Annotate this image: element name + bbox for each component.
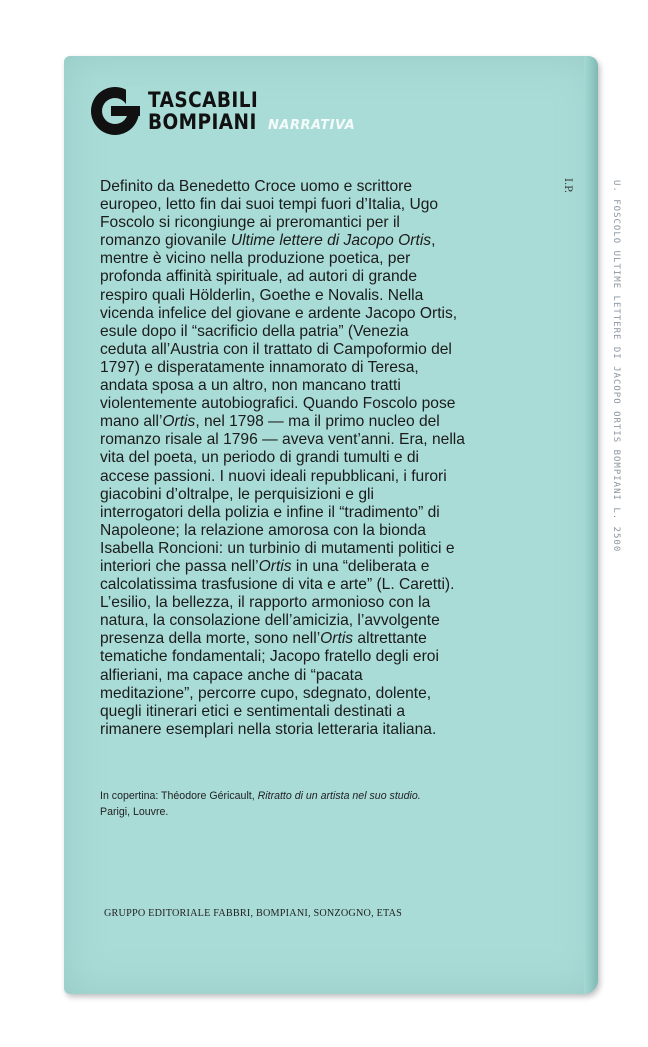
blurb-run: vita del poeta, un periodo di grandi tumulti e di bbox=[100, 449, 420, 467]
spine-code: I.P. bbox=[562, 178, 573, 194]
blurb-line bbox=[100, 486, 540, 504]
bompiani-logo-icon bbox=[90, 86, 140, 136]
blurb-line bbox=[100, 431, 540, 449]
blurb-run: quegli itinerari etici e sentimentali destinati a bbox=[100, 702, 406, 720]
blurb-run: profonda affinità spirituale, ad autori di grande bbox=[100, 268, 417, 286]
blurb-line bbox=[100, 667, 540, 685]
blurb-line bbox=[100, 178, 540, 196]
blurb-line bbox=[100, 305, 540, 323]
publisher-logo bbox=[90, 86, 273, 136]
blurb-line bbox=[100, 287, 540, 305]
blurb-run: esule dopo il “sacrificio della patria” (Venezia bbox=[100, 322, 409, 340]
blurb-run: interrogatori della polizia e infine il “tradimento” di bbox=[100, 503, 440, 521]
blurb-run: natura, la consolazione dell’amicizia, l’avvolgente bbox=[100, 612, 440, 630]
blurb-run: tematiche fondamentali; Jacopo fratello degli eroi bbox=[100, 648, 439, 666]
series-label: NARRATIVA bbox=[268, 118, 356, 133]
blurb-line bbox=[100, 522, 540, 540]
blurb-run: accese passioni. I nuovi ideali repubblicani, i furori bbox=[100, 467, 447, 485]
blurb-line bbox=[100, 395, 540, 413]
blurb-run: , bbox=[431, 232, 436, 250]
blurb-run: ceduta all’Austria con il trattato di Campoformio del bbox=[100, 340, 452, 358]
publisher-group: GRUPPO EDITORIALE FABBRI, BOMPIANI, SONZOGNO, ETAS bbox=[104, 908, 403, 919]
blurb-line bbox=[100, 323, 540, 341]
blurb-run: Definito da Benedetto Croce uomo e scrittore bbox=[100, 178, 413, 195]
blurb-run: romanzo giovanile bbox=[100, 232, 231, 250]
blurb-italic-run: Ultime lettere di Jacopo Ortis bbox=[230, 232, 432, 250]
blurb-line bbox=[100, 558, 540, 576]
spine-edge bbox=[584, 56, 598, 994]
blurb-run: vicenda infelice del giovane e ardente Jacopo Ortis, bbox=[100, 304, 458, 322]
blurb-run: altrettante bbox=[353, 630, 427, 648]
blurb-line bbox=[100, 268, 540, 286]
blurb-run: interiori che passa nell’ bbox=[100, 557, 259, 575]
blurb-line bbox=[100, 630, 540, 648]
blurb-run: giacobini d’oltralpe, le perquisizioni e gli bbox=[100, 485, 374, 503]
blurb-line bbox=[100, 341, 540, 359]
brand-line-2: BOMPIANI bbox=[148, 110, 257, 134]
blurb-line bbox=[100, 250, 540, 268]
blurb-line bbox=[100, 468, 540, 486]
blurb-line bbox=[100, 413, 540, 431]
blurb-line bbox=[100, 540, 540, 558]
caption-location: Parigi, Louvre. bbox=[100, 806, 169, 818]
blurb-italic-run: Ortis bbox=[320, 630, 354, 648]
blurb-line bbox=[100, 232, 540, 250]
spine-text: U. FOSCOLO ULTIME LETTERE DI JACOPO ORTIS BOMPIANI L. 2500 bbox=[611, 180, 621, 553]
blurb-line bbox=[100, 504, 540, 522]
blurb-run: andata sposa a un altro, non mancano tratti bbox=[100, 377, 401, 395]
blurb-run: alfieriani, ma capace anche di “pacata bbox=[100, 666, 363, 684]
blurb-italic-run: Ortis bbox=[258, 557, 292, 575]
blurb-line bbox=[100, 721, 540, 739]
blurb-run: meditazione”, percorre cupo, sdegnato, dolente, bbox=[100, 684, 432, 702]
cover-caption bbox=[100, 788, 520, 820]
blurb-line bbox=[100, 359, 540, 377]
blurb-run: europeo, letto fin dai suoi tempi fuori d’Italia, Ugo bbox=[100, 196, 439, 214]
blurb-run: rimanere esemplari nella storia letteraria italiana. bbox=[100, 720, 437, 738]
blurb-run: calcolatissima trasfusione di vita e arte” (L. Caretti). bbox=[100, 576, 455, 594]
blurb-run: 1797) e disperatamente innamorato di Teresa, bbox=[100, 358, 419, 376]
blurb-run: mano all’ bbox=[100, 413, 163, 431]
blurb-run: Isabella Roncioni: un turbinio di mutamenti politici e bbox=[100, 539, 455, 557]
brand-line-1: TASCABILI bbox=[148, 88, 259, 112]
caption-prefix: In copertina: Théodore Géricault, bbox=[100, 790, 258, 802]
blurb-line bbox=[100, 685, 540, 703]
blurb-line bbox=[100, 612, 540, 630]
caption-artwork-title: Ritratto di un artista nel suo studio. bbox=[257, 790, 421, 802]
blurb-line bbox=[100, 377, 540, 395]
brand-name bbox=[148, 89, 258, 133]
blurb-run: violentemente autobiografici. Quando Foscolo pose bbox=[100, 395, 456, 413]
blurb-line bbox=[100, 576, 540, 594]
blurb-run: presenza della morte, sono nell’ bbox=[100, 630, 321, 648]
blurb-line bbox=[100, 196, 540, 214]
blurb-line bbox=[100, 214, 540, 232]
blurb-run: L’esilio, la bellezza, il rapporto armonioso con la bbox=[100, 594, 431, 612]
blurb-run: , nel 1798 — ma il primo nucleo del bbox=[195, 413, 440, 431]
blurb-run: in una “deliberata e bbox=[291, 557, 430, 575]
blurb-run: respiro quali Hölderlin, Goethe e Novalis. Nella bbox=[100, 286, 424, 304]
blurb-run: romanzo risale al 1796 — aveva vent’anni. Era, nella bbox=[100, 431, 465, 449]
blurb-line bbox=[100, 703, 540, 721]
blurb-line bbox=[100, 449, 540, 467]
blurb-run: mentre è vicino nella produzione poetica, per bbox=[100, 250, 411, 268]
blurb-line bbox=[100, 648, 540, 666]
blurb-text bbox=[100, 178, 540, 739]
blurb-italic-run: Ortis bbox=[162, 413, 196, 431]
blurb-run: Napoleone; la relazione amorosa con la bionda bbox=[100, 521, 426, 539]
blurb-line bbox=[100, 594, 540, 612]
blurb-run: Foscolo si ricongiunge ai preromantici per il bbox=[100, 214, 400, 232]
